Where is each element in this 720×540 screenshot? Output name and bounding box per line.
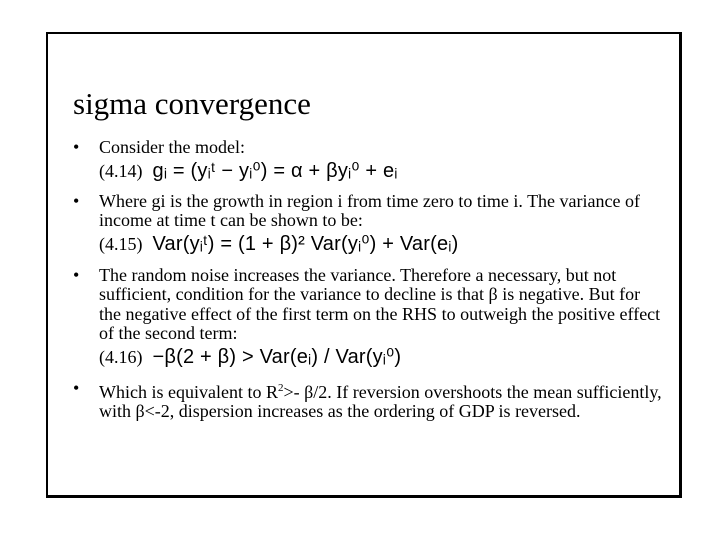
bullet-text: Consider the model:	[99, 137, 245, 157]
bullet-marker: •	[73, 190, 80, 211]
bullet-list	[73, 138, 663, 431]
bullet-item-variance	[73, 192, 663, 257]
bullet-marker: •	[73, 264, 80, 285]
r-squared-superscript: 2	[277, 381, 284, 394]
equation-number: (4.15)	[99, 233, 143, 254]
equation-number: (4.16)	[99, 346, 143, 367]
text-after-superscript: >- β/2. If reversion overshoots the mean sufficiently, with β<-2, dispersion increases as the ordering of GDP is reversed.	[99, 381, 662, 421]
bullet-item-noise	[73, 266, 663, 370]
bullet-item-model	[73, 138, 663, 184]
bullet-text: Where gi is the growth in region i from time zero to time i. The variance of income at time t can be shown to be:	[99, 190, 640, 230]
bullet-text	[99, 379, 663, 422]
equation-4-16: −β(2 + β) > Var(eᵢ) / Var(yᵢ⁰)	[152, 345, 402, 368]
equation-number: (4.14)	[99, 160, 143, 181]
bullet-text: The random noise increases the variance. Therefore a necessary, but not sufficient, condition for the variance to decline is that β is negative. But for the negative effect of the first term on the RHS to outweigh the positive effect of the second term:	[99, 264, 661, 343]
slide-title: sigma convergence	[73, 86, 311, 121]
equation-line	[99, 233, 663, 257]
equation-line	[99, 346, 663, 370]
bullet-marker: •	[73, 377, 80, 398]
bullet-marker: •	[73, 137, 80, 157]
text-before-superscript: Which is equivalent to R	[99, 381, 278, 402]
equation-4-14: gᵢ = (yᵢᵗ − yᵢ⁰) = α + βyᵢ⁰ + eᵢ	[152, 159, 398, 182]
equation-4-15: Var(yᵢᵗ) = (1 + β)² Var(yᵢ⁰) + Var(eᵢ)	[152, 232, 459, 255]
equation-line	[99, 160, 663, 184]
bullet-item-equivalence	[73, 379, 663, 422]
